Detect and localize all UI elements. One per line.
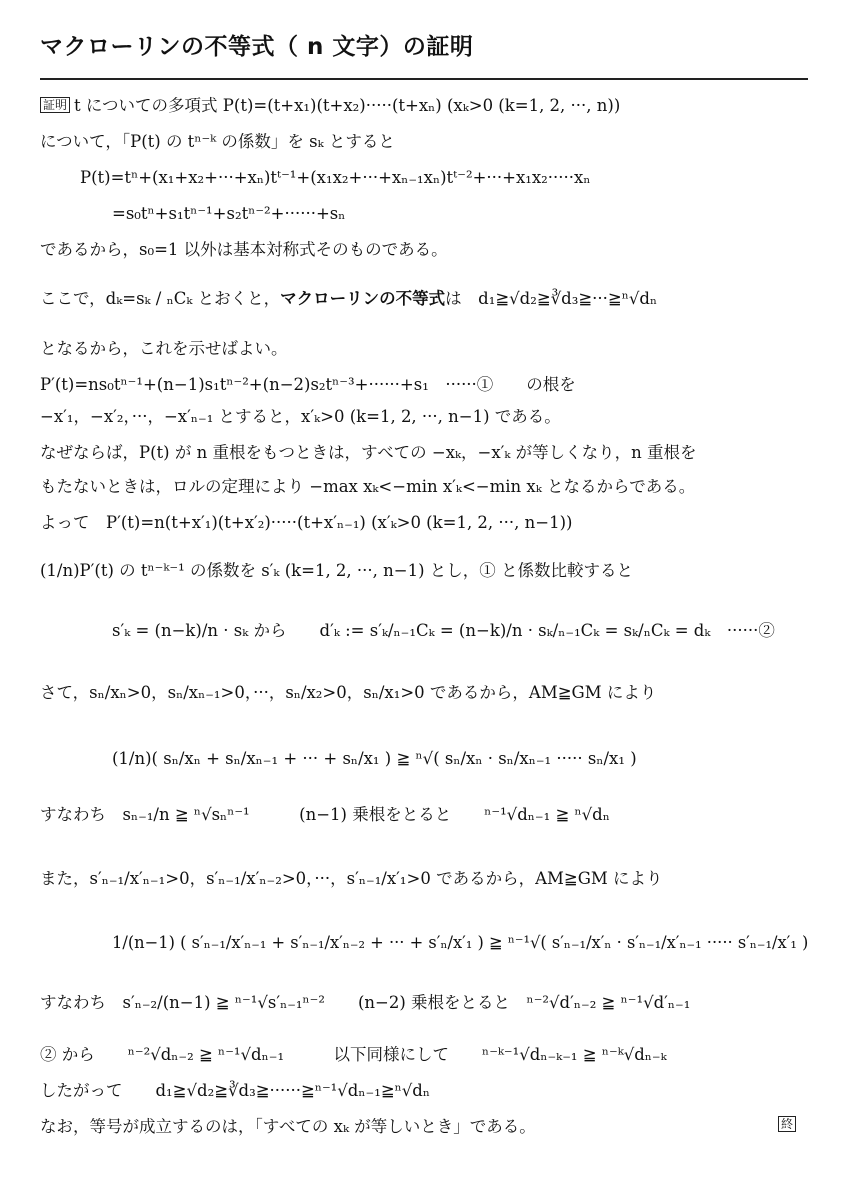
text-line — [40, 288, 657, 310]
end-mark — [778, 1114, 800, 1136]
equation-line: よって P′(t)=n(t+x′₁)(t+x′₂)·····(t+x′ₙ₋₁) (x′ₖ>0 (k=1, 2, ···, n−1)) — [40, 513, 573, 532]
equation-line: P(t)=tⁿ+(x₁+x₂+···+xₙ)tᵗ⁻¹+(x₁x₂+···+xₙ₋₁xₙ)tᵗ⁻²+···+x₁x₂·····xₙ — [80, 168, 591, 187]
theorem-name: マクローリンの不等式 — [280, 289, 446, 308]
equation-line: P′(t)=ns₀tⁿ⁻¹+(n−1)s₁tⁿ⁻²+(n−2)s₂tⁿ⁻³+······+s₁ ······① の根を — [40, 375, 576, 394]
text-segment: は d₁≧√d₂≧∛d₃≧···≧ⁿ√dₙ — [445, 289, 658, 308]
text-line: すなわち s′ₙ₋₂/(n−1) ≧ ⁿ⁻¹√s′ₙ₋₁ⁿ⁻² (n−2) 乗根をとると ⁿ⁻²√d′ₙ₋₂ ≧ ⁿ⁻¹√d′ₙ₋₁ — [40, 993, 691, 1012]
text-line: ② から ⁿ⁻²√dₙ₋₂ ≧ ⁿ⁻¹√dₙ₋₁ 以下同様にして ⁿ⁻ᵏ⁻¹√dₙ₋ₖ₋₁ ≧ ⁿ⁻ᵏ√dₙ₋ₖ — [40, 1045, 667, 1064]
text-line: さて，sₙ/xₙ>0，sₙ/xₙ₋₁>0，···，sₙ/x₂>0，sₙ/x₁>0 であるから，AM≧GM により — [40, 683, 657, 702]
text-line: すなわち sₙ₋₁/n ≧ ⁿ√sₙⁿ⁻¹ (n−1) 乗根をとると ⁿ⁻¹√dₙ₋₁ ≧ ⁿ√dₙ — [40, 805, 610, 824]
proof-label: 証明 — [40, 97, 70, 113]
equation-line: 1/(n−1) ( s′ₙ₋₁/x′ₙ₋₁ + s′ₙ₋₁/x′ₙ₋₂ + ··· + s′ₙ/x′₁ ) ≧ ⁿ⁻¹√( s′ₙ₋₁/x′ₙ · s′ₙ₋₁/x′ₙ₋₁ ····· s′ₙ₋₁/x′₁ ) — [112, 933, 809, 952]
text-line: なお，等号が成立するのは，「すべての xₖ が等しいとき」である。 — [40, 1117, 536, 1136]
text-line: もたないときは，ロルの定理により −max xₖ<−min x′ₖ<−min xₖ となるからである。 — [40, 477, 696, 496]
title-rule — [40, 78, 808, 80]
page-title: マクローリンの不等式（ n 文字）の証明 — [40, 34, 474, 60]
end-label: 終 — [778, 1116, 796, 1132]
text-segment: ここで，dₖ=sₖ / ₙCₖ とおくと， — [40, 289, 281, 308]
equation-line: =s₀tⁿ+s₁tⁿ⁻¹+s₂tⁿ⁻²+······+sₙ — [112, 204, 346, 223]
text-line: であるから，s₀=1 以外は基本対称式そのものである。 — [40, 240, 448, 259]
equation-line: s′ₖ = (n−k)/n · sₖ から d′ₖ := s′ₖ/ₙ₋₁Cₖ = (n−k)/n · sₖ/ₙ₋₁Cₖ = sₖ/ₙCₖ = dₖ ······② — [112, 621, 775, 640]
text-line: (1/n)P′(t) の tⁿ⁻ᵏ⁻¹ の係数を s′ₖ (k=1, 2, ···, n−1) とし，① と係数比較すると — [40, 561, 634, 580]
text-line: なぜならば，P(t) が n 重根をもつときは，すべての −xₖ，−x′ₖ が等しくなり，n 重根を — [40, 443, 697, 462]
equation-line: (1/n)( sₙ/xₙ + sₙ/xₙ₋₁ + ··· + sₙ/x₁ ) ≧ ⁿ√( sₙ/xₙ · sₙ/xₙ₋₁ ····· sₙ/x₁ ) — [112, 749, 637, 768]
text-line: について，「P(t) の tⁿ⁻ᵏ の係数」を sₖ とすると — [40, 132, 395, 151]
text-line: また，s′ₙ₋₁/x′ₙ₋₁>0，s′ₙ₋₁/x′ₙ₋₂>0，···，s′ₙ₋₁/x′₁>0 であるから，AM≧GM により — [40, 869, 663, 888]
equation-line: したがって d₁≧√d₂≧∛d₃≧······≧ⁿ⁻¹√dₙ₋₁≧ⁿ√dₙ — [40, 1081, 431, 1100]
text-line: t についての多項式 P(t)=(t+x₁)(t+x₂)·····(t+xₙ) (xₖ>0 (k=1, 2, ···, n)) — [74, 96, 621, 115]
text-line: となるから，これを示せばよい。 — [40, 339, 288, 358]
text-line: −x′₁，−x′₂，···，−x′ₙ₋₁ とすると，x′ₖ>0 (k=1, 2, ···, n−1) である。 — [40, 407, 561, 426]
proof-line-1 — [40, 95, 620, 117]
